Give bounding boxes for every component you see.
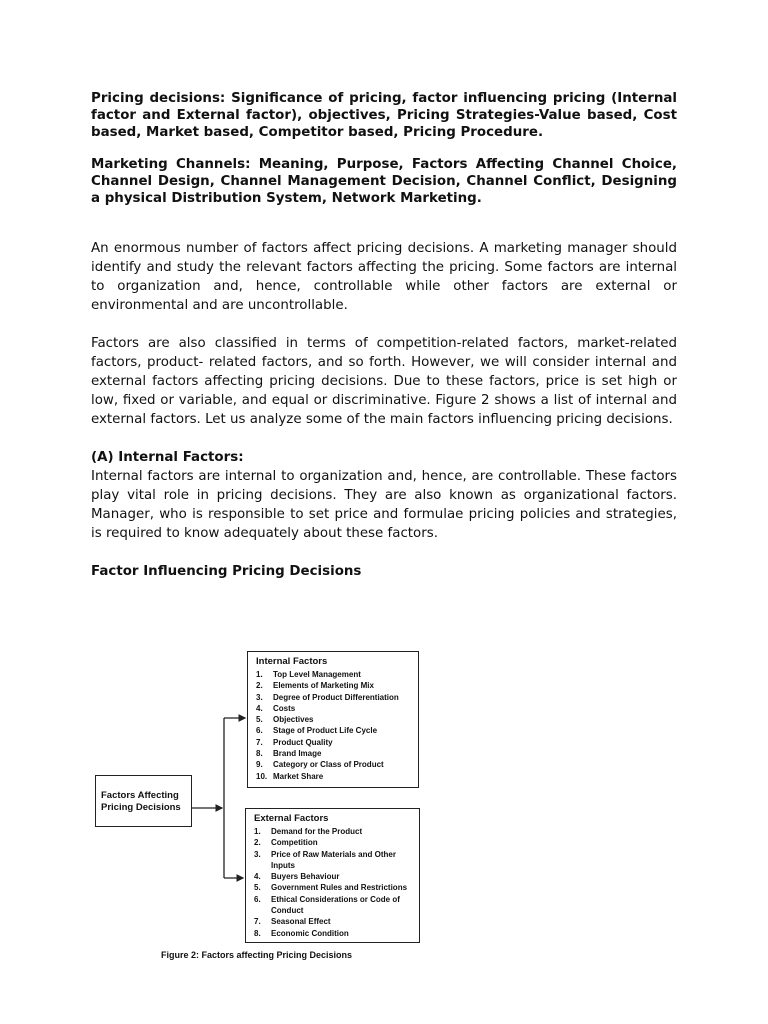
external-factor-item <box>254 916 407 927</box>
external-factor-item <box>254 849 407 860</box>
external-factor-item-text: Price of Raw Materials and Other <box>271 849 396 859</box>
external-factor-item-text: Buyers Behaviour <box>271 872 340 882</box>
internal-factor-item-text: Stage of Product Life Cycle <box>273 726 378 736</box>
heading-pricing: Pricing decisions: Significance of pricing, factor influencing pricing (Internal factor and External factor), objectives, Pricing Strategies-Value based, Cost based, Market based, Competitor based, Pricing Procedure. <box>91 91 677 140</box>
external-factor-item-number: 3. <box>254 849 261 859</box>
main-box-line-2: Pricing Decisions <box>101 802 181 813</box>
internal-factor-item <box>256 703 399 714</box>
internal-factor-item-number: 10. <box>256 771 268 781</box>
external-factor-item <box>254 928 407 939</box>
external-factor-item-number: 6. <box>254 894 261 904</box>
internal-factor-item-number: 5. <box>256 715 263 725</box>
internal-factor-item <box>256 714 399 725</box>
internal-factor-item-text: Objectives <box>273 715 314 725</box>
external-factor-item-continuation: Inputs <box>271 860 295 870</box>
internal-factor-item <box>256 692 399 703</box>
external-factor-item-text: Ethical Considerations or Code of <box>271 894 400 904</box>
paragraph-3: Internal factors are internal to organization and, hence, are controllable. These factors play vital role in pricing decisions. They are also known as organizational factors. Manager, who is responsible to set price and formulae pricing policies and strategies, is required to know adequately about these factors. <box>91 469 677 541</box>
document-body <box>91 90 677 581</box>
internal-factor-item-number: 7. <box>256 737 263 747</box>
external-factor-item-text: Competition <box>271 838 318 848</box>
internal-factor-item-number: 6. <box>256 726 263 736</box>
external-factor-item-number: 7. <box>254 917 261 927</box>
figure-caption: Figure 2: Factors affecting Pricing Decisions <box>161 950 353 960</box>
figure-heading: Factor Influencing Pricing Decisions <box>91 564 362 579</box>
internal-factors-heading: (A) Internal Factors: <box>91 450 244 465</box>
external-factor-item <box>254 871 407 882</box>
internal-factor-item <box>256 737 399 748</box>
internal-factors-title: Internal Factors <box>256 656 328 667</box>
internal-factor-item <box>256 669 399 680</box>
external-factor-item-text: Seasonal Effect <box>271 917 331 927</box>
paragraph-1: An enormous number of factors affect pricing decisions. A marketing manager should identify and study the relevant factors affecting the pricing. Some factors are internal to organization and, hence, controllable while other factors are external or environmental and are uncontrollable. <box>91 241 677 313</box>
internal-factors-box <box>247 651 419 788</box>
internal-factor-item <box>256 748 399 759</box>
internal-factor-item-number: 8. <box>256 749 263 759</box>
internal-factor-item-text: Product Quality <box>273 737 333 747</box>
main-factors-box <box>95 775 192 827</box>
internal-factor-item-number: 9. <box>256 760 263 770</box>
internal-factor-item-number: 1. <box>256 670 263 679</box>
external-factor-item-text: Economic Condition <box>271 928 349 938</box>
external-factors-box <box>245 808 420 943</box>
internal-factor-item-text: Brand Image <box>273 749 322 759</box>
external-factor-item-number: 1. <box>254 827 261 836</box>
internal-factor-item-text: Costs <box>273 703 296 713</box>
external-factor-item-number: 8. <box>254 928 261 938</box>
heading-channels: Marketing Channels: Meaning, Purpose, Factors Affecting Channel Choice, Channel Design, Channel Management Decision, Channel Conflict, Designing a physical Distribution System, Network Marketing. <box>91 157 677 206</box>
external-factor-item-number: 5. <box>254 883 261 893</box>
external-factor-item <box>254 826 407 837</box>
internal-factors-list <box>256 669 399 782</box>
external-factor-item <box>254 894 407 905</box>
external-factors-list <box>254 826 407 939</box>
internal-factor-item-text: Market Share <box>273 771 324 781</box>
internal-factor-item-number: 3. <box>256 692 263 702</box>
external-factor-item-continuation: Conduct <box>271 906 304 916</box>
internal-factor-item <box>256 725 399 736</box>
paragraph-2: Factors are also classified in terms of competition-related factors, market-related factors, product- related factors, and so forth. However, we will consider internal and external factors affecting pricing decisions. Due to these factors, price is set high or low, fixed or variable, and equal or discriminative. Figure 2 shows a list of internal and external factors. Let us analyze some of the main factors influencing pricing decisions. <box>91 336 677 427</box>
external-factor-item-number: 4. <box>254 872 261 882</box>
internal-factor-item-text: Elements of Marketing Mix <box>273 681 374 691</box>
internal-factor-item <box>256 771 399 782</box>
external-factors-title: External Factors <box>254 813 329 824</box>
external-factor-item-number: 2. <box>254 838 261 848</box>
internal-factor-item-text: Top Level Management <box>273 670 361 679</box>
internal-factor-item <box>256 680 399 691</box>
external-factor-item <box>254 837 407 848</box>
internal-factor-item-text: Category or Class of Product <box>273 760 384 770</box>
internal-factor-item <box>256 759 399 770</box>
external-factor-item-text: Government Rules and Restrictions <box>271 883 408 893</box>
internal-factor-item-number: 2. <box>256 681 263 691</box>
internal-factor-item-text: Degree of Product Differentiation <box>273 692 399 702</box>
external-factor-item <box>254 882 407 893</box>
main-box-line-1: Factors Affecting <box>101 790 179 801</box>
internal-factor-item-number: 4. <box>256 703 263 713</box>
external-factor-item-text: Demand for the Product <box>271 827 363 836</box>
